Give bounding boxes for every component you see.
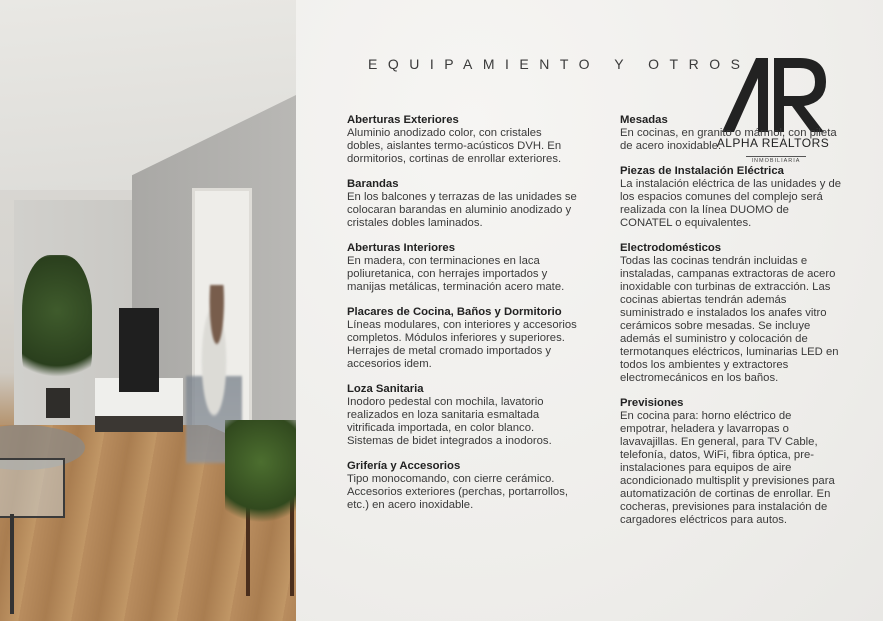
left-column xyxy=(347,114,577,524)
photo-plant-right xyxy=(225,420,296,540)
section-title: Mesadas xyxy=(620,114,668,126)
section-text: Inodoro pedestal con mochila, lavatorio realizados en loza sanitaria esmaltada vitrificada importada, en color blanco. Sistemas de bidet integrados a inodoros. xyxy=(347,396,552,447)
section-loza-sanitaria xyxy=(347,383,577,448)
section-title: Electrodomésticos xyxy=(620,242,722,254)
section-instalacion-electrica xyxy=(620,165,842,230)
section-electrodomesticos xyxy=(620,242,842,385)
section-previsiones xyxy=(620,397,842,527)
section-text: En cocinas, en granito o mármol, con pileta de acero inoxidable. xyxy=(620,127,837,152)
section-text: La instalación eléctrica de las unidades y de los espacios comunes del complejo será realizada con la línea DUOMO de CONATEL o equivalentes. xyxy=(620,178,842,229)
section-title: Previsiones xyxy=(620,397,684,409)
logo-subtitle: INMOBILIARIA xyxy=(746,156,806,164)
photo-table-leg xyxy=(10,514,14,614)
section-title: Loza Sanitaria xyxy=(347,383,424,395)
section-aberturas-exteriores xyxy=(347,114,577,166)
section-text: En cocina para: horno eléctrico de empotrar, heladera y lavarropas o lavavajillas. En general, para TV Cable, telefonía, datos, WiFi, fibra óptica, pre-instalaciones para equipos de aire acondicionado multisplit y previsiones para automatización de cortinas de enrollar. En cocheras, previsiones para instalación de cargadores eléctricos para autos. xyxy=(620,410,835,526)
right-column xyxy=(620,114,842,539)
section-barandas xyxy=(347,178,577,230)
section-text: En los balcones y terrazas de las unidades se colocaran barandas en aluminio anodizado y cristales dobles laminados. xyxy=(347,191,577,229)
section-title: Placares de Cocina, Baños y Dormitorio xyxy=(347,306,562,318)
photo-plant-left xyxy=(22,255,92,395)
photo-tv xyxy=(119,308,159,392)
section-title: Barandas xyxy=(347,178,399,190)
interior-photo xyxy=(0,0,296,621)
photo-glass-table xyxy=(0,458,65,518)
section-text: Líneas modulares, con interiores y accesorios completos. Módulos inferiores y superiores. Herrajes de metal cromado importados y accesorios idem. xyxy=(347,319,577,370)
section-title: Aberturas Interiores xyxy=(347,242,455,254)
section-text: En madera, con terminaciones en laca poliuretanica, con herrajes importados y manijas metálicas, terminación acero mate. xyxy=(347,255,565,293)
photo-pot-left xyxy=(46,388,70,418)
logo-company-name: ALPHA REALTORS xyxy=(716,136,830,150)
section-placares xyxy=(347,306,577,371)
section-aberturas-interiores xyxy=(347,242,577,294)
page-heading: EQUIPAMIENTO Y OTROS xyxy=(368,56,751,72)
section-text: Tipo monocomando, con cierre cerámico. Accesorios exteriores (perchas, portarrollos, etc.) en acero inoxidable. xyxy=(347,473,569,511)
section-text: Aluminio anodizado color, con cristales dobles, aislantes termo-acústicos DVH. En dormitorios, cortinas de enrollar exteriores. xyxy=(347,127,562,165)
section-text: Todas las cocinas tendrán incluidas e instaladas, campanas extractoras de acero inoxidable con turbinas de extracción. Las cocinas abiertas tendrán además suministrado e instalados los anafes vitro cerámicos sobre mesadas. Se incluye además el suministro y colocación de termotanques eléctricos, luminarias LED en todos los ambientes y extractores electromecánicos en los baños. xyxy=(620,255,839,384)
section-mesadas xyxy=(620,114,842,153)
section-title: Aberturas Exteriores xyxy=(347,114,459,126)
section-title: Grifería y Accesorios xyxy=(347,460,461,472)
section-title: Piezas de Instalación Eléctrica xyxy=(620,165,784,177)
section-griferia xyxy=(347,460,577,512)
